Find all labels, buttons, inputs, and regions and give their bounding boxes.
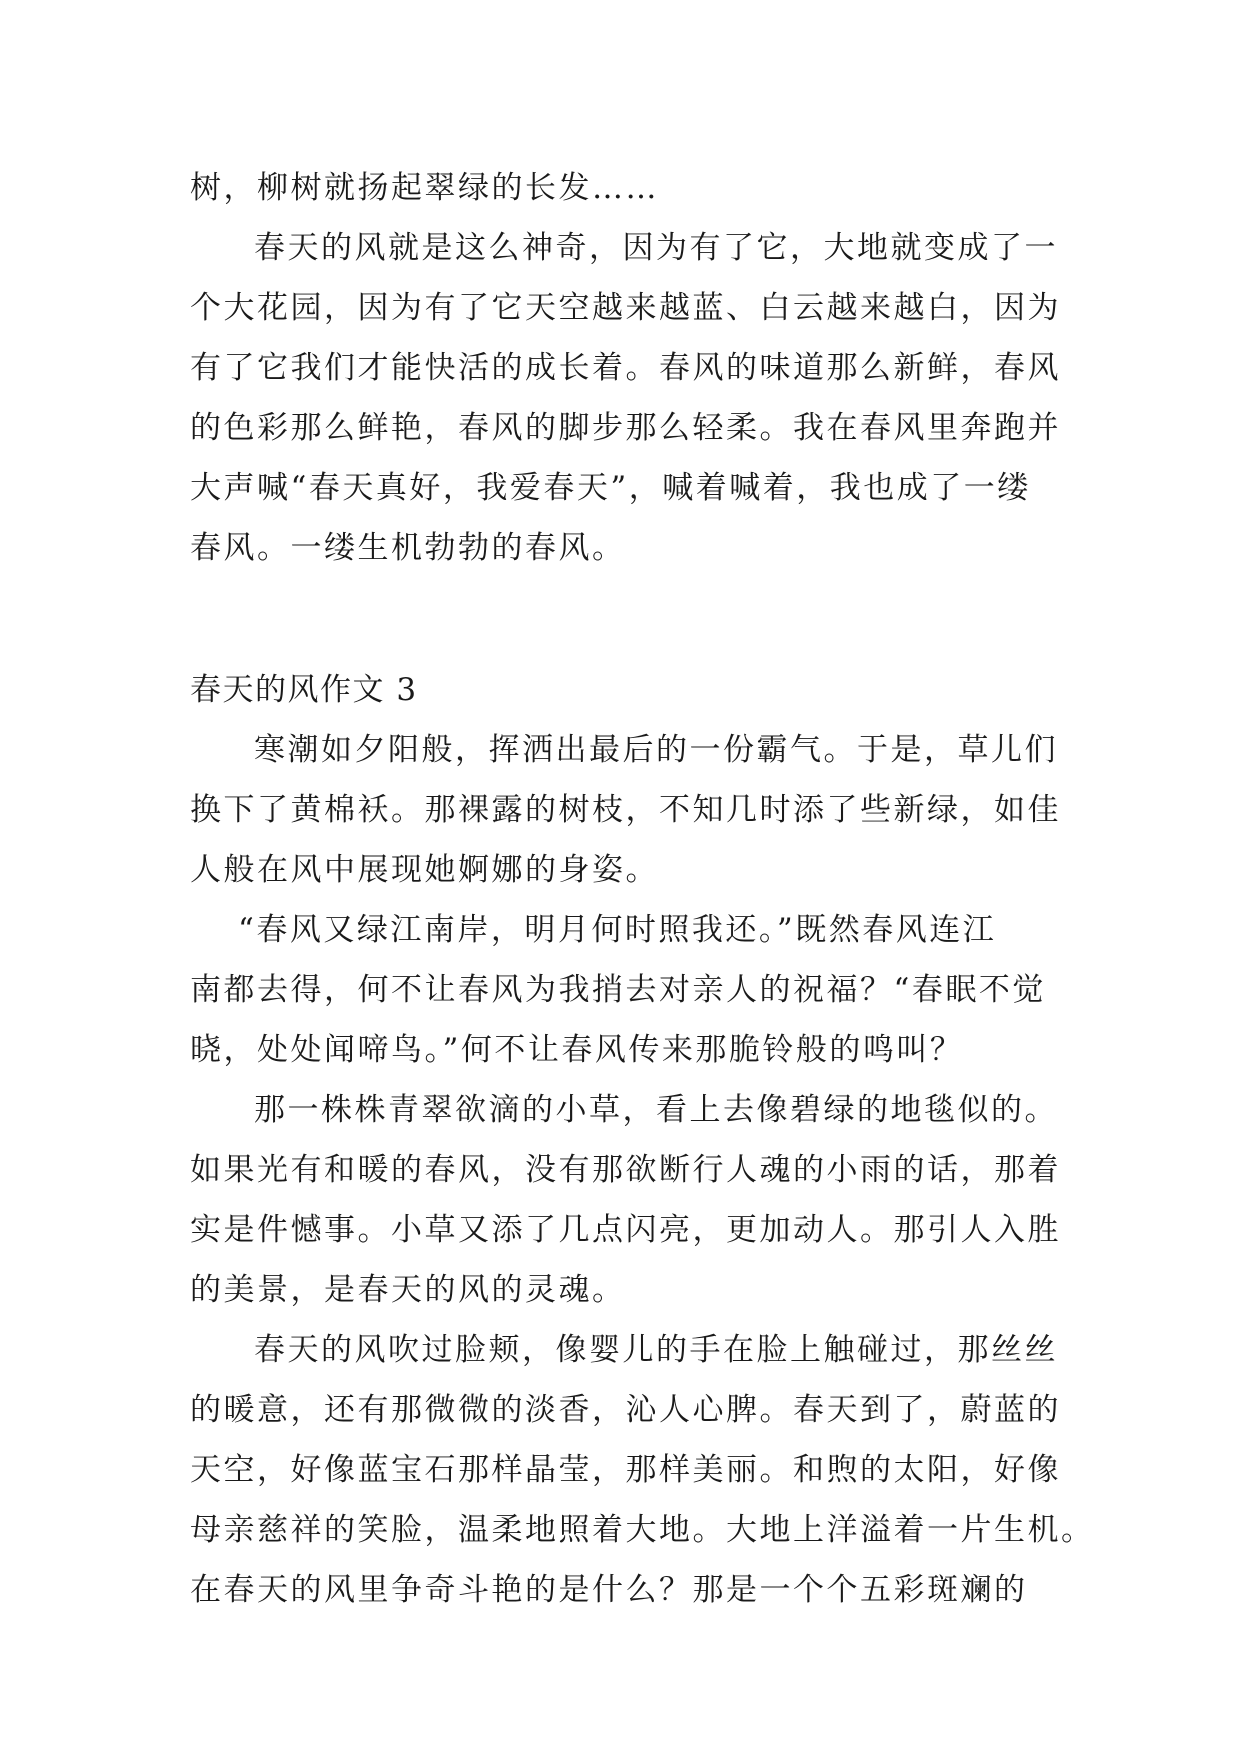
section-title: 春天的风作文 3 bbox=[190, 672, 418, 708]
paragraph-line: 南都去得，何不让春风为我捎去对亲人的祝福？“春眠不觉 bbox=[190, 972, 1046, 1008]
paragraph-line: 的色彩那么鲜艳，春风的脚步那么轻柔。我在春风里奔跑并 bbox=[190, 410, 1061, 446]
paragraph-line: 如果光有和暖的春风，没有那欲断行人魂的小雨的话，那着 bbox=[190, 1152, 1061, 1188]
paragraph-line: 春风。一缕生机勃勃的春风。 bbox=[190, 530, 626, 566]
paragraph-line: 实是件憾事。小草又添了几点闪亮，更加动人。那引人入胜 bbox=[190, 1212, 1061, 1248]
paragraph-line: 的美景，是春天的风的灵魂。 bbox=[190, 1272, 626, 1308]
paragraph-line: 母亲慈祥的笑脸，温柔地照着大地。大地上洋溢着一片生机。 bbox=[190, 1512, 1095, 1548]
paragraph-line: 晓，处处闻啼鸟。”何不让春风传来那脆铃般的鸣叫？ bbox=[190, 1032, 964, 1068]
paragraph-line: 大声喊“春天真好，我爱春天”，喊着喊着，我也成了一缕 bbox=[190, 470, 1031, 506]
paragraph-line: 的暖意，还有那微微的淡香，沁人心脾。春天到了，蔚蓝的 bbox=[190, 1392, 1061, 1428]
document-body bbox=[190, 158, 1095, 1620]
paragraph-line: 有了它我们才能快活的成长着。春风的味道那么新鲜，春风 bbox=[190, 350, 1061, 386]
paragraph-line: 寒潮如夕阳般，挥洒出最后的一份霸气。于是，草儿们 bbox=[254, 732, 1058, 768]
paragraph-line: 换下了黄棉袄。那裸露的树枝，不知几时添了些新绿，如佳 bbox=[190, 792, 1061, 828]
section-spacer bbox=[190, 578, 1070, 660]
paragraph-line: 树，柳树就扬起翠绿的长发…… bbox=[190, 170, 659, 206]
paragraph-line: 人般在风中展现她婀娜的身姿。 bbox=[190, 852, 659, 888]
paragraph-line: 个大花园，因为有了它天空越来越蓝、白云越来越白，因为 bbox=[190, 290, 1061, 326]
paragraph-line: “春风又绿江南岸，明月何时照我还。”既然春风连江 bbox=[238, 912, 997, 948]
paragraph-line: 在春天的风里争奇斗艳的是什么？那是一个个五彩斑斓的 bbox=[190, 1572, 1028, 1608]
paragraph-line: 春天的风就是这么神奇，因为有了它，大地就变成了一 bbox=[254, 230, 1058, 266]
paragraph-line: 春天的风吹过脸颊，像婴儿的手在脸上触碰过，那丝丝 bbox=[254, 1332, 1058, 1368]
paragraph-line: 天空，好像蓝宝石那样晶莹，那样美丽。和煦的太阳，好像 bbox=[190, 1452, 1061, 1488]
paragraph-line: 那一株株青翠欲滴的小草，看上去像碧绿的地毯似的。 bbox=[254, 1092, 1058, 1128]
